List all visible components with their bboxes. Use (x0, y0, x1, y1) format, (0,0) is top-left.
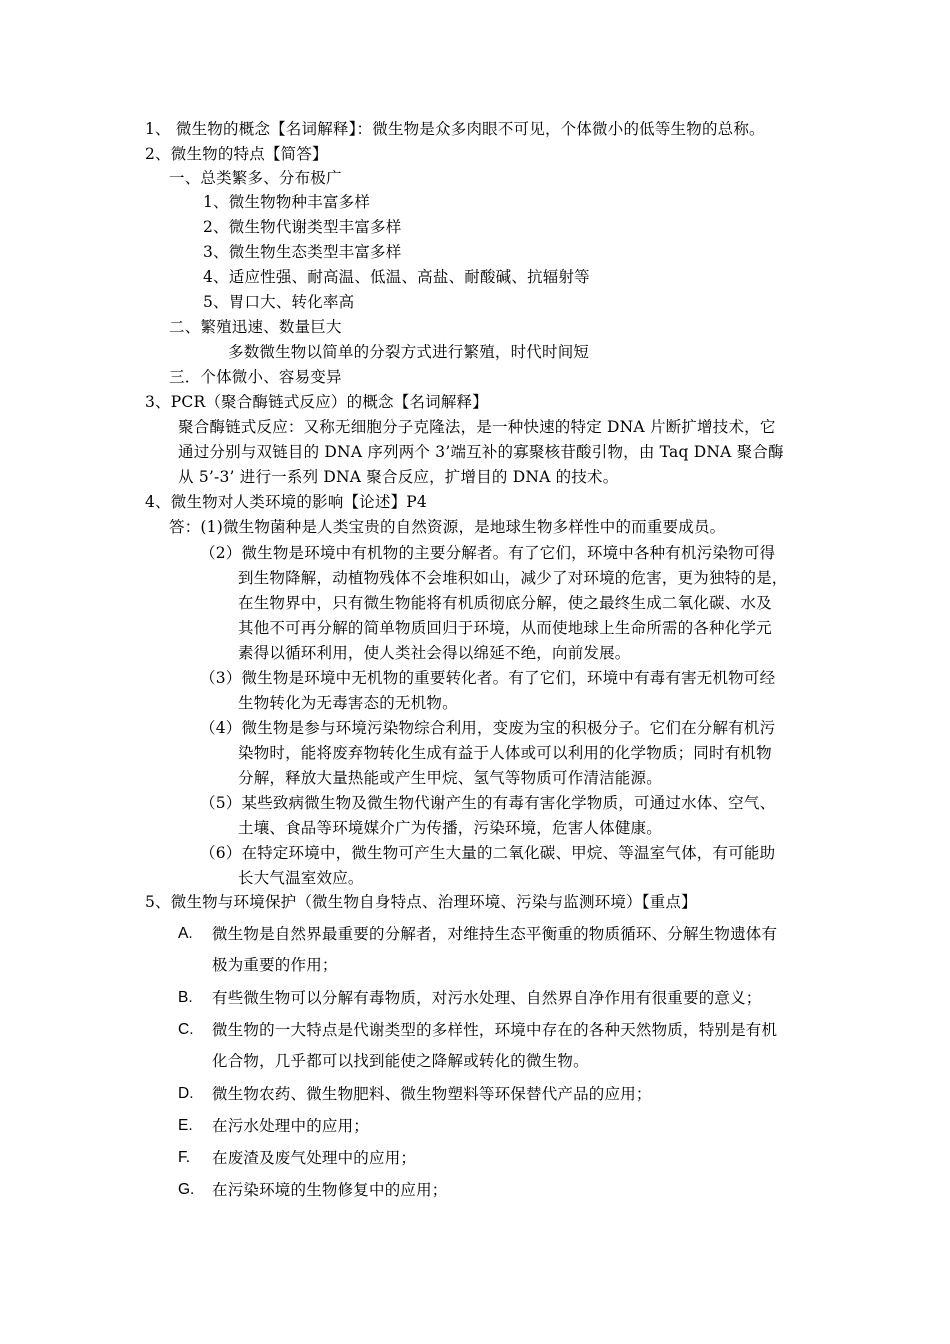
answer-point-3-line-1: （3）微生物是环境中无机物的重要转化者。有了它们，环境中有毒有害无机物可经 (200, 669, 776, 687)
answer-point-1: 答：(1)微生物菌种是人类宝贵的自然资源，是地球生物多样性中的而重要成员。 (169, 518, 726, 536)
list-item-d-line-1: 微生物农药、微生物肥料、微生物塑料等环保替代产品的应用； (212, 1085, 652, 1103)
list-item-f-line-1: 在废渣及废气处理中的应用； (212, 1149, 417, 1167)
list-item-a-line-2: 极为重要的作用； (212, 956, 338, 974)
answer-point-2-line-5: 素得以循环利用，使人类社会得以绵延不绝，向前发展。 (238, 644, 631, 662)
answer-point-5-line-2: 土壤、食品等环境媒介广为传播，污染环境，危害人体健康。 (238, 819, 662, 837)
answer-point-2-line-1: （2）微生物是环境中有机物的主要分解者。有了它们，环境中各种有机污染物可得 (200, 544, 776, 562)
sub-item-1: 1、微生物物种丰富多样 (203, 193, 371, 211)
item-3-heading: 3、PCR（聚合酶链式反应）的概念【名词解释】 (145, 393, 488, 411)
answer-point-4-line-3: 分解，释放大量热能或产生甲烷、氢气等物质可作清洁能源。 (238, 769, 662, 787)
sub-item-2: 2、微生物代谢类型丰富多样 (203, 218, 402, 236)
list-marker-e: E. (178, 1117, 193, 1134)
sub-item-4: 4、适应性强、耐高温、低温、高盐、耐酸碱、抗辐射等 (203, 268, 590, 286)
answer-point-2-line-2: 到生物降解，动植物残体不会堆积如山，减少了对环境的危害，更为独特的是， (238, 569, 788, 587)
answer-point-3-line-2: 生物转化为无毒害态的无机物。 (238, 694, 458, 712)
list-marker-a: A. (178, 925, 193, 942)
pcr-definition-line-2: 通过分别与双链目的 DNA 序列两个 3’端互补的寡聚核苷酸引物，由 Taq DNA 聚合酶 (178, 443, 784, 461)
sub-item-5: 5、胃口大、转化率高 (203, 293, 355, 311)
list-marker-g: G. (178, 1181, 195, 1198)
answer-point-2-line-3: 在生物界中，只有微生物能将有机质彻底分解，使之最终生成二氧化碳、水及 (238, 594, 772, 612)
pcr-definition-line-1: 聚合酶链式反应：又称无细胞分子克隆法，是一种快速的特定 DNA 片断扩增技术，它 (178, 418, 776, 436)
section-2-heading: 二、繁殖迅速、数量巨大 (169, 318, 342, 336)
section-2-text: 多数微生物以简单的分裂方式进行繁殖，时代时间短 (228, 343, 590, 361)
list-item-c-line-1: 微生物的一大特点是代谢类型的多样性，环境中存在的各种天然物质，特别是有机 (212, 1021, 778, 1039)
answer-point-5-line-1: （5）某些致病微生物及微生物代谢产生的有毒有害化学物质，可通过水体、空气、 (200, 794, 776, 812)
list-item-e-line-1: 在污水处理中的应用； (212, 1117, 370, 1135)
answer-point-2-line-4: 其他不可再分解的简单物质回归于环境，从而使地球上生命所需的各种化学元 (238, 619, 772, 637)
answer-point-4-line-1: （4）微生物是参与环境污染物综合利用，变废为宝的积极分子。它们在分解有机污 (200, 719, 776, 737)
answer-point-6-line-2: 长大气温室效应。 (238, 869, 364, 887)
item-5-heading: 5、微生物与环境保护（微生物自身特点、治理环境、污染与监测环境）【重点】 (145, 893, 697, 911)
item-4-heading: 4、微生物对人类环境的影响【论述】P4 (145, 493, 427, 511)
list-item-a-line-1: 微生物是自然界最重要的分解者，对维持生态平衡重的物质循环、分解生物遗体有 (212, 925, 778, 943)
list-marker-d: D. (178, 1085, 194, 1102)
list-item-c-line-2: 化合物，几乎都可以找到能使之降解或转化的微生物。 (212, 1052, 589, 1070)
list-item-g-line-1: 在污染环境的生物修复中的应用； (212, 1181, 448, 1199)
section-1-heading: 一、总类繁多、分布极广 (169, 169, 342, 187)
item-1-microbe-concept: 1、 微生物的概念【名词解释】：微生物是众多肉眼不可见，个体微小的低等生物的总称。 (145, 120, 765, 138)
answer-point-4-line-2: 染物时，能将废弃物转化生成有益于人体或可以利用的化学物质；同时有机物 (238, 744, 772, 762)
section-3-heading: 三．个体微小、容易变异 (169, 368, 342, 386)
list-marker-c: C. (178, 1021, 194, 1038)
list-item-b-line-1: 有些微生物可以分解有毒物质，对污水处理、自然界自净作用有很重要的意义； (212, 989, 762, 1007)
pcr-definition-line-3: 从 5’-3’ 进行一系列 DNA 聚合反应，扩增目的 DNA 的技术。 (178, 468, 619, 486)
answer-point-6-line-1: （6）在特定环境中，微生物可产生大量的二氧化碳、甲烷、等温室气体，有可能助 (200, 844, 776, 862)
sub-item-3: 3、微生物生态类型丰富多样 (203, 243, 402, 261)
item-2-heading: 2、微生物的特点【简答】 (145, 145, 328, 163)
list-marker-f: F. (178, 1149, 191, 1166)
list-marker-b: B. (178, 989, 193, 1006)
